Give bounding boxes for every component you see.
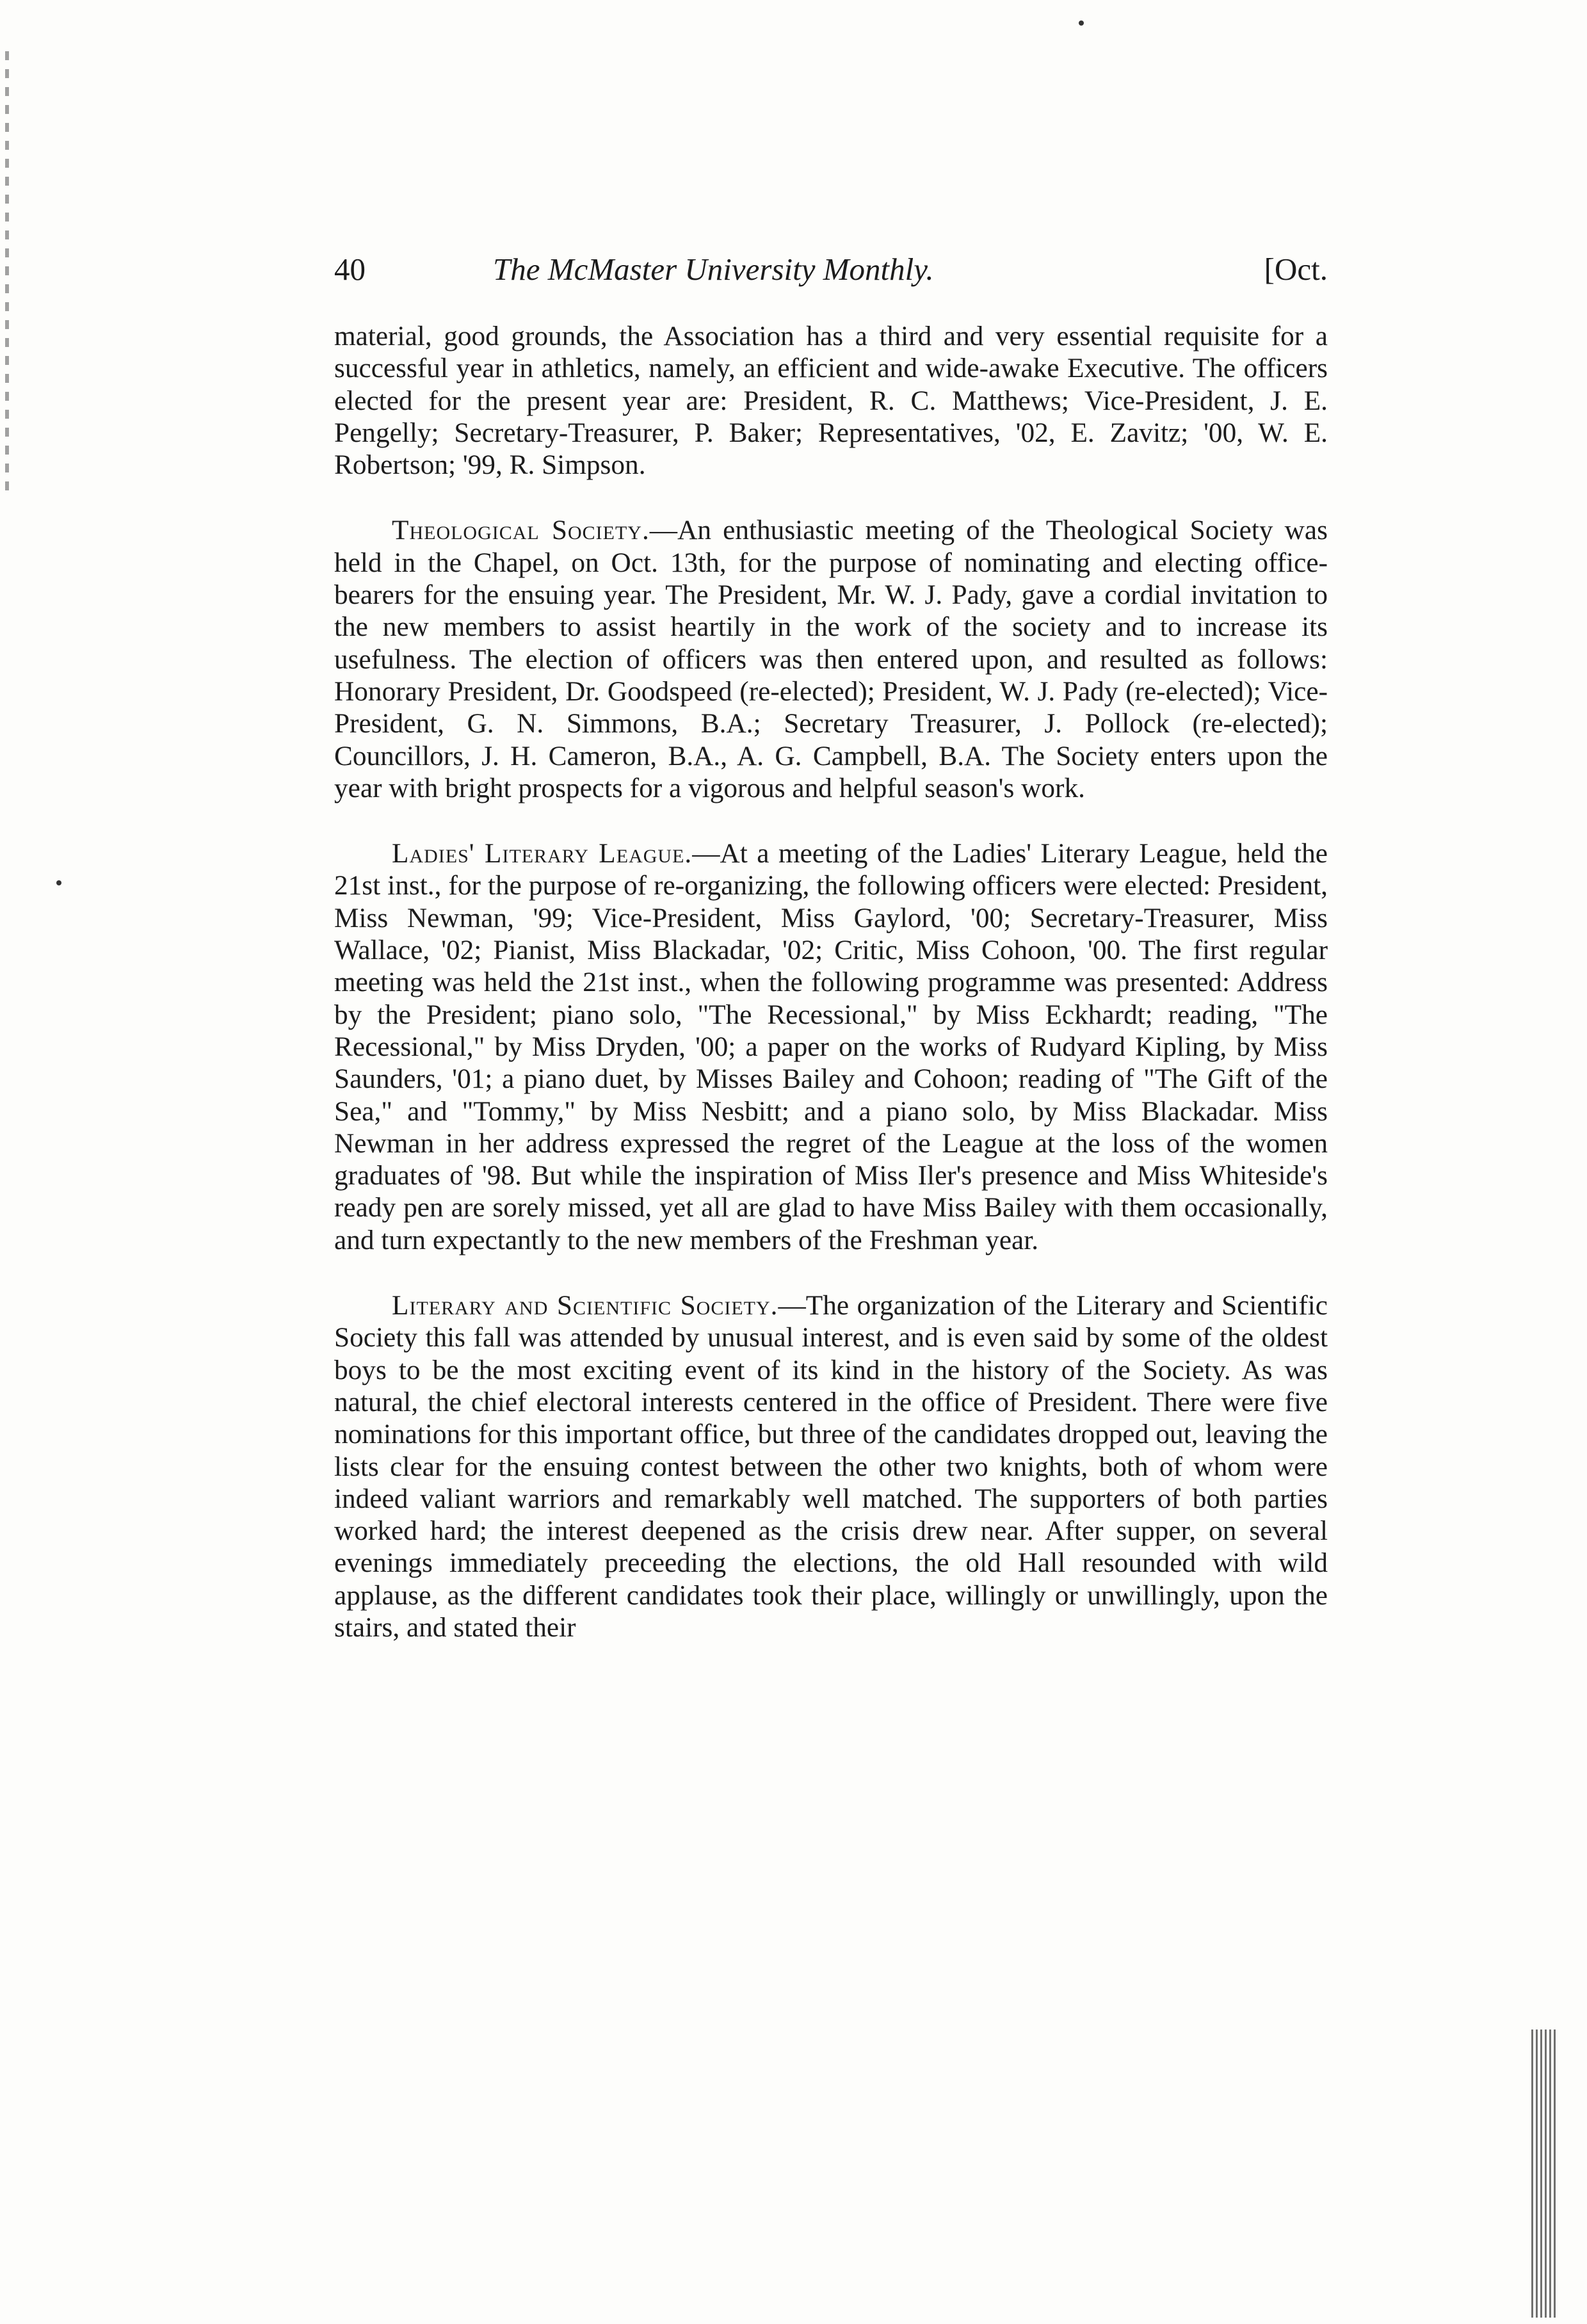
page-header (334, 251, 1328, 302)
paragraph-ladies-literary-league (334, 837, 1328, 1256)
running-month: [Oct. (1264, 252, 1328, 287)
section-heading: Literary and Scientific Society. (392, 1290, 778, 1321)
paragraph-text: —The organization of the Literary and Scientific Society this fall was attended by unusual interest, and is even said by some of the oldest boys to be the most exciting event of its kind in the history of the Society. As was natural, the chief electoral interests centered in the office of President. There were five nominations for this important office, but three of the candidates dropped out, leaving the lists clear for the ensuing contest between the other two knights, both of whom were indeed valiant warriors and remarkably well matched. The supporters of both parties worked hard; the interest deepened as the crisis drew near. After supper, on several evenings immediately preceeding the elections, the old Hall resounded with wild applause, as the different candidates took their place, willingly or unwillingly, upon the stairs, and stated their (334, 1290, 1328, 1643)
paragraph-athletics (334, 320, 1328, 481)
scan-edge-artifact-left (5, 51, 9, 499)
page-number: 40 (334, 252, 366, 287)
section-heading: Ladies' Literary League. (392, 838, 693, 869)
scan-speck (56, 880, 61, 885)
paragraph-text: material, good grounds, the Association has a third and very essential requisite for a successful year in athletics, namely, an efficient and wide-awake Executive. The officers elected for the present year are: President, R. C. Matthews; Vice-President, J. E. Pengelly; Secretary-Treasurer, P. Baker; Representatives, '02, E. Zavitz; '00, W. E. Robertson; '99, R. Simpson. (334, 321, 1328, 481)
paragraph-theological-society (334, 514, 1328, 804)
paragraph-literary-scientific-society (334, 1289, 1328, 1643)
section-heading: Theological Society. (392, 515, 650, 546)
running-title: The McMaster University Monthly. (493, 252, 934, 287)
paragraph-text: —At a meeting of the Ladies' Literary League, held the 21st inst., for the purpose of re-organizing, the following officers were elected: President, Miss Newman, '99; Vice-President, Miss Gaylord, '00; Secretary-Treasurer, Miss Wallace, '02; Pianist, Miss Blackadar, '02; Critic, Miss Cohoon, '00. The first regular meeting was held the 21st inst., when the following programme was presented: Address by the President; piano solo, "The Recessional," by Miss Eckhardt; reading, "The Recessional," by Miss Dryden, '00; a paper on the works of Rudyard Kipling, by Miss Saunders, '01; a piano duet, by Misses Bailey and Cohoon; reading of "The Gift of the Sea," and "Tommy," by Miss Nesbitt; and a piano solo, by Miss Blackadar. Miss Newman in her address expressed the regret of the League at the loss of the women graduates of '98. But while the inspiration of Miss Iler's presence and Miss Whiteside's ready pen are sorely missed, yet all are glad to have Miss Bailey with them occasionally, and turn expectantly to the new members of the Freshman year. (334, 838, 1328, 1255)
article-body (334, 320, 1328, 1643)
scan-speck (1079, 20, 1084, 26)
paragraph-text: —An enthusiastic meeting of the Theological Society was held in the Chapel, on Oct. 13th, for the purpose of nominating and electing office-bearers for the ensuing year. The President, Mr. W. J. Pady, gave a cordial invitation to the new members to assist heartily in the work of the society and to increase its usefulness. The election of officers was then entered upon, and resulted as follows: Honorary President, Dr. Goodspeed (re-elected); President, W. J. Pady (re-elected); Vice-President, G. N. Simmons, B.A.; Secretary Treasurer, J. Pollock (re-elected); Councillors, J. H. Cameron, B.A., A. G. Campbell, B.A. The Society enters upon the year with bright prospects for a vigorous and helpful season's work. (334, 515, 1328, 803)
scan-edge-artifact-right (1531, 2029, 1557, 2318)
